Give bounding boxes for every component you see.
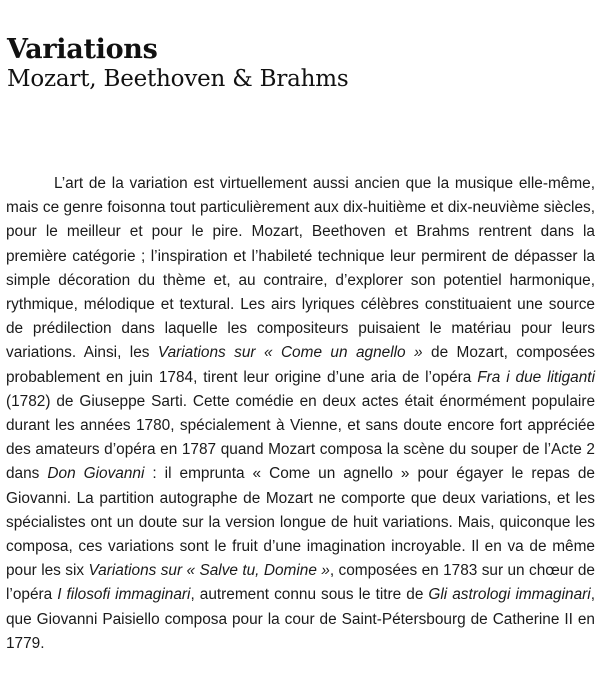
paragraph-text: de Mozart, composées probablement en juin 1784, tirent leur origine d’une aria de l’opéra [6, 344, 595, 386]
page-subtitle: Mozart, Beethoven & Brahms [7, 66, 349, 92]
page-title: Variations [7, 34, 158, 65]
opera-title-don-giovanni: Don Giovanni [47, 465, 145, 483]
body-paragraph [6, 172, 595, 656]
work-title-come-un-agnello: Variations sur « Come un agnello » [157, 344, 423, 362]
paragraph-text: : il emprunta « Come un agnello » pour égayer le repas de Giovanni. La partition autographe de Mozart ne comporte que deux variations, et les spécialistes ont un doute sur la version longue de huit variations. Mais, quiconque les composa, ces variations sont le fruit d’une imagination incroyable. Il en va de même pour les six [6, 465, 595, 580]
opera-title-i-filosofi-immaginari: I filosofi immaginari [57, 586, 191, 604]
opera-title-fra-i-due-litiganti: Fra i due litiganti [477, 368, 595, 386]
paragraph-text: (1782) de Giuseppe Sarti. Cette comédie en deux actes était énormément populaire durant les années 1780, spécialement à Vienne, et sans doute encore fort appréciée des amateurs d’opéra en 1787 quand Mozart composa la scène du souper de l’Acte 2 dans [6, 392, 595, 483]
paragraph-text: , que Giovanni Paisiello composa pour la cour de Saint-Pétersbourg de Catherine II en 1779. [6, 586, 595, 652]
paragraph-text: L’art de la variation est virtuellement aussi ancien que la musique elle-même, mais ce genre foisonna tout particulièrement aux dix-huitième et dix-neuvième siècles, pour le meilleur et pour le pire. Mozart, Beethoven et Brahms rentrent dans la première catégorie ; l’inspiration et l’habileté technique leur permirent de dépasser la simple décoration du thème et, au contraire, d’explorer son potentiel harmonique, rythmique, mélodique et textural. Les airs lyriques célèbres constituaient une source de prédilection dans laquelle les compositeurs puisaient le matériau pour leurs variations. Ainsi, les [6, 175, 595, 362]
paragraph-text: , autrement connu sous le titre de [190, 586, 429, 604]
opera-title-gli-astrologi-immaginari: Gli astrologi immaginari [428, 586, 591, 604]
paragraph-text: , composées en 1783 sur un chœur de l’opéra [6, 562, 595, 604]
work-title-salve-tu-domine: Variations sur « Salve tu, Domine » [88, 562, 330, 580]
